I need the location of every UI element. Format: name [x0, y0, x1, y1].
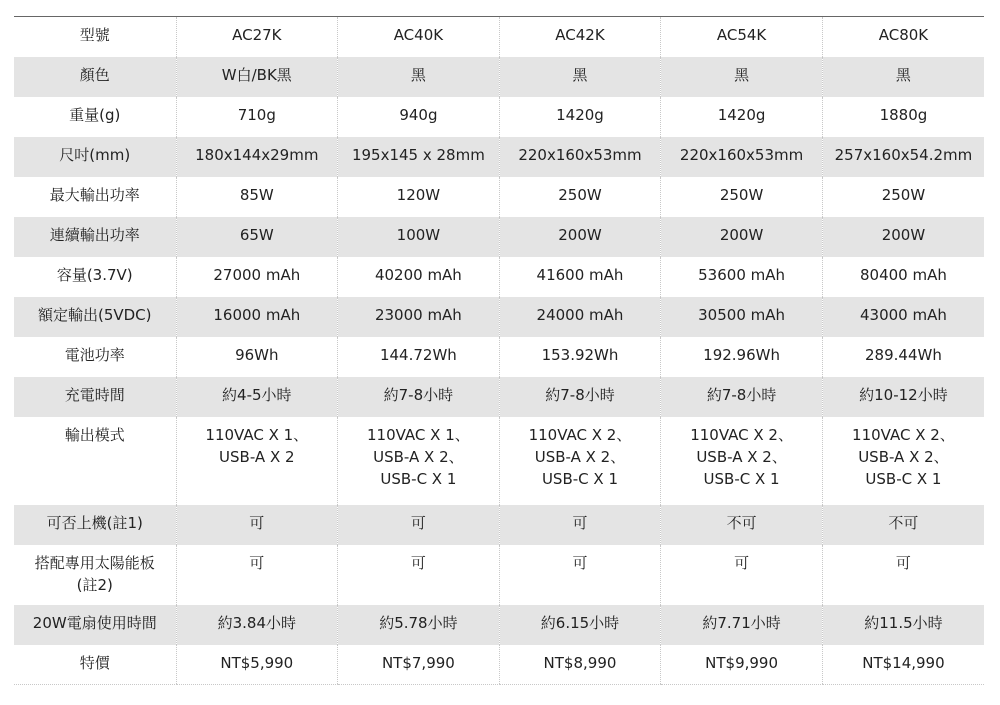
spec-value: 120W: [396, 185, 441, 204]
spec-value: 可: [572, 513, 588, 532]
row-label: [14, 177, 176, 217]
spec-value: USB-A X 2、: [696, 447, 787, 466]
spec-cell: [338, 297, 500, 337]
header-row: [14, 17, 984, 57]
row-label-line: 顏色: [79, 65, 110, 84]
spec-value: 144.72Wh: [379, 345, 457, 364]
spec-value: W白/BK黑: [221, 65, 292, 84]
spec-cell: [176, 645, 338, 685]
spec-cell: [499, 137, 661, 177]
row-color: [14, 57, 984, 97]
spec-value: 黑: [734, 65, 750, 84]
row-label-line: 容量(3.7V): [56, 265, 133, 284]
spec-cell: [176, 177, 338, 217]
spec-value: 黑: [410, 65, 426, 84]
row-label: [14, 217, 176, 257]
spec-cell: [822, 57, 984, 97]
spec-cell: [499, 337, 661, 377]
spec-cell: [499, 605, 661, 645]
spec-cell: [499, 177, 661, 217]
spec-value: 可: [895, 553, 911, 572]
spec-cell: [499, 545, 661, 605]
spec-cell: [176, 505, 338, 545]
row-label: [14, 257, 176, 297]
spec-value: 可: [410, 553, 426, 572]
spec-value: USB-A X 2、: [373, 447, 464, 466]
spec-value: NT$8,990: [543, 653, 617, 672]
row-label: [14, 57, 176, 97]
spec-cell: [499, 97, 661, 137]
row-label-line: 最大輸出功率: [49, 185, 140, 204]
row-label: [14, 97, 176, 137]
spec-value: 約7-8小時: [706, 385, 777, 404]
spec-value: USB-A X 2、: [534, 447, 626, 466]
spec-cell: [176, 57, 338, 97]
spec-value: 200W: [719, 225, 764, 244]
spec-cell: [661, 545, 823, 605]
spec-value: 約7.71小時: [702, 613, 781, 632]
spec-value: USB-C X 1: [703, 469, 780, 488]
spec-table-body: [14, 17, 984, 685]
spec-value: 約6.15小時: [540, 613, 620, 632]
spec-value: 可: [572, 553, 588, 572]
spec-cell: [176, 337, 338, 377]
spec-cell: [176, 605, 338, 645]
spec-value: 153.92Wh: [541, 345, 619, 364]
row-label-line: 重量(g): [69, 105, 121, 124]
spec-cell: [661, 297, 823, 337]
spec-value: 約11.5小時: [864, 613, 943, 632]
spec-value: 80400 mAh: [860, 265, 947, 284]
spec-value: 192.96Wh: [703, 345, 780, 364]
row-label-line: 特價: [79, 653, 110, 672]
spec-value: 220x160x53mm: [679, 145, 804, 164]
row-weight: [14, 97, 984, 137]
spec-value: 220x160x53mm: [518, 145, 642, 164]
spec-value: 65W: [239, 225, 274, 244]
row-label: [14, 337, 176, 377]
header-label: 型號: [14, 17, 176, 57]
spec-value: 53600 mAh: [698, 265, 786, 284]
row-airline-allowed: [14, 505, 984, 545]
spec-cell: [499, 217, 661, 257]
spec-value: 110VAC X 1、: [367, 425, 470, 444]
row-label-line: 額定輸出(5VDC): [37, 305, 152, 324]
spec-cell: [338, 217, 500, 257]
row-continuous-output: [14, 217, 984, 257]
spec-value: 257x160x54.2mm: [834, 145, 973, 164]
spec-value: USB-C X 1: [541, 469, 618, 488]
row-label: [14, 605, 176, 645]
row-label-line: 搭配專用太陽能板: [34, 553, 155, 572]
spec-value: USB-A X 2、: [858, 447, 949, 466]
spec-cell: [499, 297, 661, 337]
spec-cell: [338, 605, 500, 645]
row-capacity: [14, 257, 984, 297]
row-battery-energy: [14, 337, 984, 377]
spec-cell: [499, 505, 661, 545]
spec-cell: [338, 545, 500, 605]
model-name: AC27K: [176, 17, 338, 57]
spec-value: 不可: [888, 513, 919, 532]
spec-cell: [661, 417, 823, 505]
spec-value: NT$5,990: [220, 653, 294, 672]
spec-value: 23000 mAh: [374, 305, 462, 324]
row-label-line: 電池功率: [64, 345, 125, 364]
spec-cell: [661, 97, 823, 137]
model-name: AC40K: [338, 17, 500, 57]
spec-cell: [499, 377, 661, 417]
spec-value: 940g: [399, 105, 438, 124]
row-solar-panel: [14, 545, 984, 605]
spec-cell: [338, 177, 500, 217]
spec-value: NT$9,990: [705, 653, 779, 672]
spec-value: 289.44Wh: [865, 345, 942, 364]
spec-cell: [338, 57, 500, 97]
spec-value: 96Wh: [235, 345, 279, 364]
spec-cell: [338, 257, 500, 297]
spec-cell: [338, 137, 500, 177]
spec-cell: [822, 505, 984, 545]
spec-cell: [661, 137, 823, 177]
spec-cell: [822, 377, 984, 417]
spec-value: 1420g: [556, 105, 604, 124]
spec-cell: [661, 377, 823, 417]
spec-cell: [822, 97, 984, 137]
row-label-line: 充電時間: [64, 385, 125, 404]
row-label-line: 可否上機(註1): [46, 513, 143, 532]
spec-cell: [338, 377, 500, 417]
spec-cell: [661, 605, 823, 645]
spec-value: 110VAC X 2、: [690, 425, 793, 444]
row-label: [14, 505, 176, 545]
spec-value: 可: [734, 553, 750, 572]
spec-value: 43000 mAh: [860, 305, 947, 324]
spec-value: 黑: [895, 65, 911, 84]
spec-cell: [176, 257, 338, 297]
spec-value: 250W: [881, 185, 926, 204]
spec-value: 41600 mAh: [536, 265, 624, 284]
spec-cell: [661, 337, 823, 377]
spec-cell: [338, 417, 500, 505]
spec-value: 約4-5小時: [222, 385, 292, 404]
spec-cell: [338, 337, 500, 377]
spec-value: 110VAC X 2、: [528, 425, 632, 444]
spec-value: 24000 mAh: [536, 305, 624, 324]
spec-value: 100W: [396, 225, 441, 244]
spec-value: 約3.84小時: [217, 613, 296, 632]
spec-value: USB-C X 1: [380, 469, 457, 488]
spec-cell: [661, 177, 823, 217]
spec-cell: [499, 57, 661, 97]
spec-value: 250W: [719, 185, 764, 204]
spec-cell: [661, 645, 823, 685]
spec-value: 黑: [572, 65, 588, 84]
spec-value: 180x144x29mm: [195, 145, 319, 164]
spec-value: 110VAC X 2、: [852, 425, 955, 444]
spec-cell: [338, 505, 500, 545]
spec-cell: [176, 97, 338, 137]
spec-cell: [822, 645, 984, 685]
spec-cell: [176, 417, 338, 505]
spec-cell: [661, 217, 823, 257]
spec-value: 不可: [726, 513, 757, 532]
row-label-line: 輸出模式: [64, 425, 125, 444]
row-label-line: (註2): [76, 575, 113, 594]
spec-cell: [661, 57, 823, 97]
spec-value: 195x145 x 28mm: [351, 145, 485, 164]
spec-cell: [499, 417, 661, 505]
spec-value: 約10-12小時: [859, 385, 948, 404]
row-label-line: 連續輸出功率: [49, 225, 140, 244]
spec-cell: [822, 605, 984, 645]
spec-value: 710g: [237, 105, 276, 124]
row-charge-time: [14, 377, 984, 417]
model-name: AC54K: [661, 17, 823, 57]
spec-cell: [176, 377, 338, 417]
spec-value: 1880g: [879, 105, 928, 124]
spec-cell: [822, 337, 984, 377]
spec-value: 1420g: [717, 105, 766, 124]
spec-cell: [822, 217, 984, 257]
spec-value: NT$7,990: [381, 653, 455, 672]
spec-cell: [822, 545, 984, 605]
model-name: AC42K: [499, 17, 661, 57]
spec-cell: [176, 137, 338, 177]
spec-cell: [176, 217, 338, 257]
row-label-line: 20W電扇使用時間: [32, 613, 157, 632]
spec-cell: [822, 297, 984, 337]
spec-value: NT$14,990: [862, 653, 945, 672]
spec-cell: [661, 257, 823, 297]
spec-cell: [822, 257, 984, 297]
row-rated-output: [14, 297, 984, 337]
spec-cell: [822, 137, 984, 177]
spec-value: 40200 mAh: [374, 265, 462, 284]
row-max-output: [14, 177, 984, 217]
spec-value: 約7-8小時: [383, 385, 454, 404]
spec-cell: [338, 645, 500, 685]
spec-value: 約5.78小時: [379, 613, 458, 632]
row-label: [14, 545, 176, 605]
spec-cell: [661, 505, 823, 545]
row-fan-runtime: [14, 605, 984, 645]
spec-value: 200W: [558, 225, 602, 244]
row-label: [14, 377, 176, 417]
spec-value: 可: [410, 513, 426, 532]
row-label: [14, 417, 176, 505]
row-label: [14, 137, 176, 177]
row-label: [14, 645, 176, 685]
model-name: AC80K: [822, 17, 984, 57]
spec-value: 85W: [239, 185, 274, 204]
spec-value: 30500 mAh: [698, 305, 786, 324]
spec-cell: [176, 297, 338, 337]
spec-value: 27000 mAh: [213, 265, 301, 284]
spec-cell: [176, 545, 338, 605]
spec-cell: [499, 645, 661, 685]
row-label: [14, 297, 176, 337]
spec-value: 16000 mAh: [213, 305, 301, 324]
spec-cell: [822, 177, 984, 217]
spec-value: 約7-8小時: [545, 385, 615, 404]
spec-value: 110VAC X 1、: [205, 425, 309, 444]
spec-value: 200W: [881, 225, 926, 244]
spec-value: 可: [249, 513, 265, 532]
row-special-price: [14, 645, 984, 685]
spec-value: 可: [249, 553, 265, 572]
row-label-line: 尺吋(mm): [59, 145, 131, 164]
spec-value: 250W: [558, 185, 602, 204]
spec-comparison-table: [14, 16, 984, 685]
row-output-modes: [14, 417, 984, 505]
spec-cell: [338, 97, 500, 137]
spec-value: USB-C X 1: [865, 469, 942, 488]
spec-value: USB-A X 2: [219, 447, 295, 466]
spec-cell: [499, 257, 661, 297]
spec-cell: [822, 417, 984, 505]
row-dimensions: [14, 137, 984, 177]
